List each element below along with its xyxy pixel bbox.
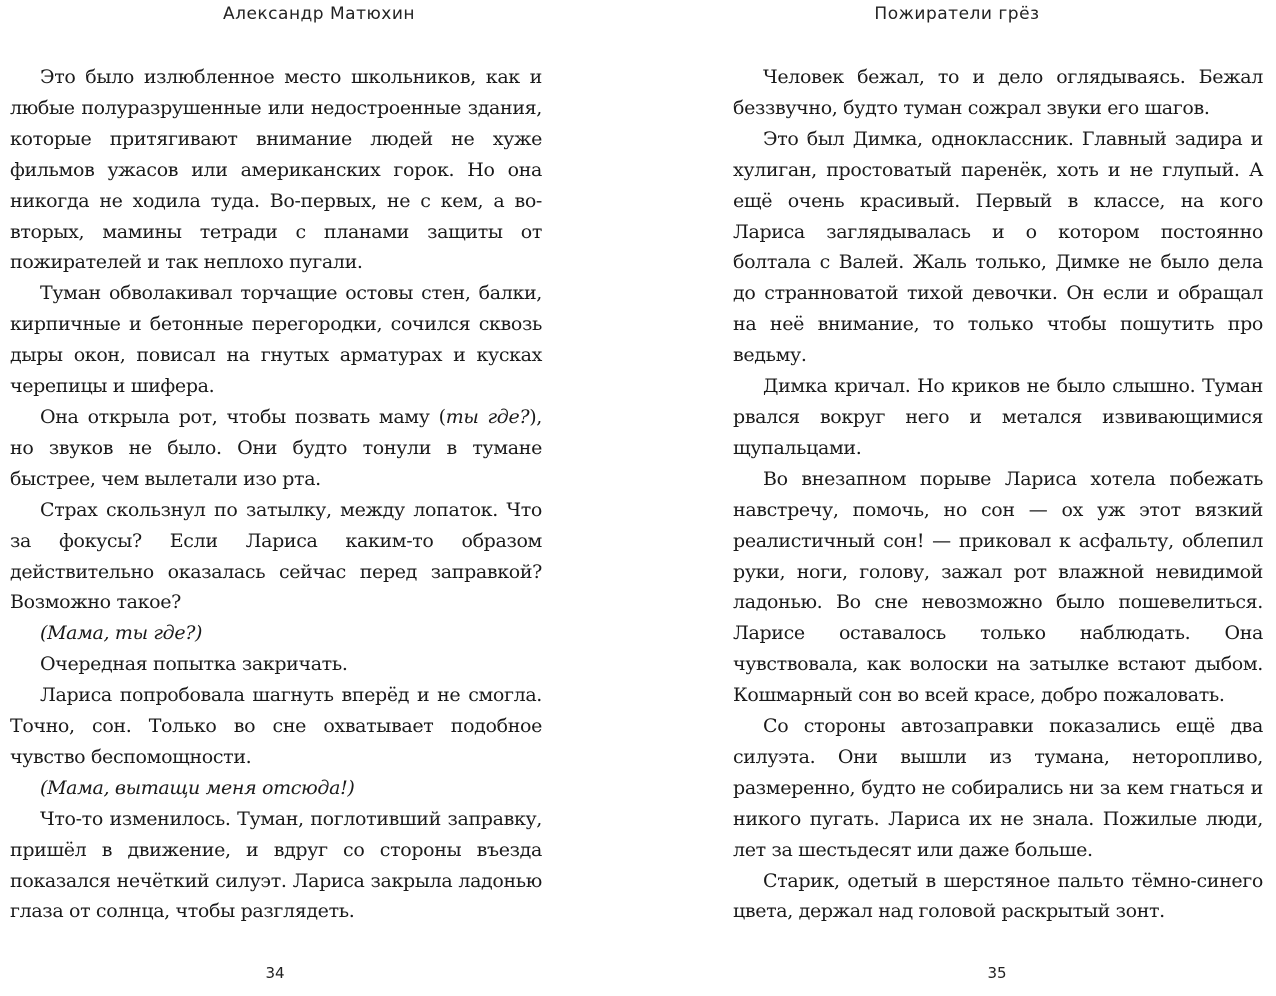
left-page-body (10, 62, 542, 927)
italic-thought: (Мама, вытащи меня отсюда!) (40, 776, 355, 799)
paragraph-text: ), но звуков не было. Они будто тонули в тумане быстрее, чем вылетали изо рта. (10, 405, 542, 490)
paragraph: Человек бежал, то и дело оглядываясь. Бежал беззвучно, будто туман сожрал звуки его шагов. (733, 66, 1263, 119)
right-page (638, 0, 1276, 996)
italic-thought: (Мама, ты где?) (40, 622, 203, 645)
paragraph: Во внезапном порыве Лариса хотела побежать навстречу, помочь, но сон — ох уж этот вязкий реалистичный сон! — приковал к асфальту, облепил руки, ноги, голову, зажал рот влажной невидимой ладонью. Во сне невозможно было пошевелиться. Ларисе оставалось только наблюдать. Она чувствовала, как волоски на затылке встают дыбом. Кошмарный сон во всей красе, добро пожаловать. (733, 467, 1263, 707)
paragraph: Это было излюбленное место школьников, как и любые полуразрушенные или недостроенные здания, которые притягивают внимание людей не хуже фильмов ужасов или американских горок. Но она никогда не ходила туда. Во-первых, не с кем, а во-вторых, мамины тетради с планами защиты от пожирателей и так неплохо пугали. (10, 66, 542, 274)
page-number: 35 (987, 964, 1007, 982)
paragraph: Страх скользнул по затылку, между лопаток. Что за фокусы? Если Лариса каким-то образом действительно оказалась сейчас перед заправкой? Возможно такое? (10, 498, 542, 614)
paragraph: Лариса попробовала шагнуть вперёд и не смогла. Точно, сон. Только во сне охватывает подобное чувство беспомощности. (10, 684, 542, 768)
paragraph: Туман обволакивал торчащие остовы стен, балки, кирпичные и бетонные перегородки, сочился сквозь дыры окон, повисал на гнутых арматурах и кусках черепицы и шифера. (10, 282, 542, 398)
paragraph-text: Она открыла рот, чтобы позвать маму ( (40, 405, 446, 428)
right-page-body (733, 62, 1263, 927)
running-header-author: Александр Матюхин (222, 4, 416, 24)
italic-aside: ты где? (445, 405, 530, 428)
paragraph: Очередная попытка закричать. (40, 653, 348, 676)
running-header-title: Пожиратели грёз (874, 4, 1040, 24)
paragraph: Димка кричал. Но криков не было слышно. Туман рвался вокруг него и метался извивающимися щупальцами. (733, 375, 1263, 459)
paragraph: Это был Димка, одноклассник. Главный задира и хулиган, простоватый паренёк, хоть и не глупый. А ещё очень красивый. Первый в классе, на кого Лариса заглядывалась и о котором постоянно болтала с Валей. Жаль только, Димке не было дела до странноватой тихой девочки. Он если и обращал на неё внимание, то только чтобы пошутить про ведьму. (733, 127, 1263, 367)
paragraph: Старик, одетый в шерстяное пальто тёмно-синего цвета, держал над головой раскрытый зонт. (733, 869, 1263, 923)
page-number: 34 (265, 964, 285, 982)
paragraph: Что-то изменилось. Туман, поглотивший заправку, пришёл в движение, и вдруг со стороны въезда показался нечёткий силуэт. Лариса закрыла ладонью глаза от солнца, чтобы разглядеть. (10, 807, 542, 923)
paragraph (10, 402, 542, 495)
paragraph: Со стороны автозаправки показались ещё два силуэта. Они вышли из тумана, неторопливо, размеренно, будто не собирались ни за кем гнаться и никого пугать. Лариса их не знала. Пожилые люди, лет за шестьдесят или даже больше. (733, 715, 1263, 861)
